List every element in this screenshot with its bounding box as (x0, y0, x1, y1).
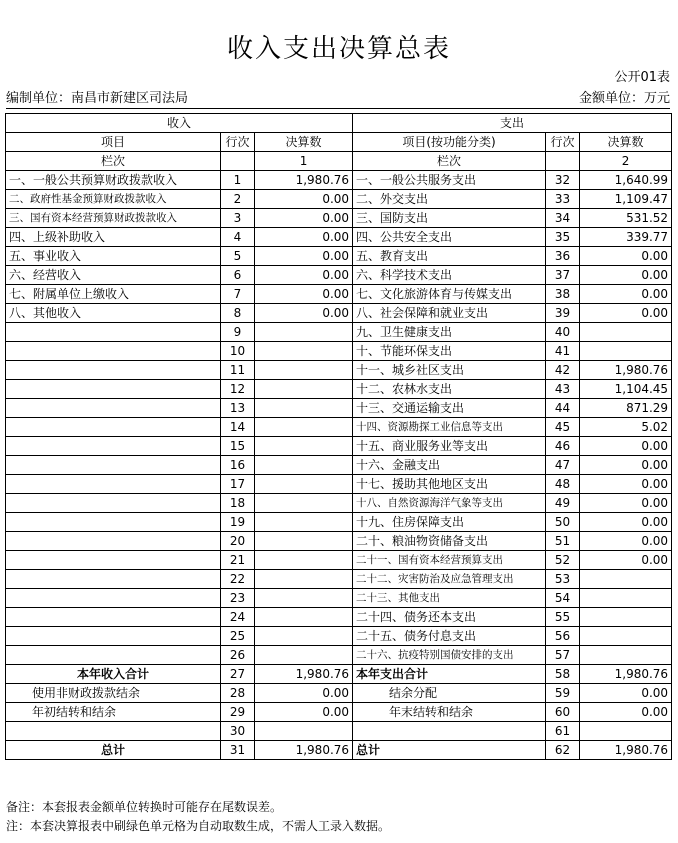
expense-amount-cell (580, 722, 672, 741)
expense-rowno-cell: 41 (546, 342, 580, 361)
income-amount-cell (255, 608, 353, 627)
expense-amount-cell (580, 323, 672, 342)
expense-item-cell: 六、科学技术支出 (353, 266, 546, 285)
income-amount-cell (255, 494, 353, 513)
expense-rowno-cell: 39 (546, 304, 580, 323)
income-item-cell (6, 570, 221, 589)
expense-item-cell: 八、社会保障和就业支出 (353, 304, 546, 323)
income-item-cell (6, 418, 221, 437)
expense-rowno-cell: 61 (546, 722, 580, 741)
note-line: 备注：本套报表金额单位转换时可能存在尾数误差。 (6, 800, 283, 814)
income-rowno-cell: 3 (221, 209, 255, 228)
expense-rowno-cell: 35 (546, 228, 580, 247)
income-item-cell (6, 532, 221, 551)
income-amount-cell (255, 399, 353, 418)
income-item-cell (6, 399, 221, 418)
table-row (6, 741, 672, 760)
income-rowno-cell: 1 (221, 171, 255, 190)
table-row (6, 437, 672, 456)
income-item-cell: 六、经营收入 (6, 266, 221, 285)
expense-amount-cell: 1,980.76 (580, 361, 672, 380)
income-amount-cell: 0.00 (255, 304, 353, 323)
income-item-cell: 四、上级补助收入 (6, 228, 221, 247)
income-amount-cell: 0.00 (255, 703, 353, 722)
expense-rowno-cell: 48 (546, 475, 580, 494)
expense-amount-cell: 0.00 (580, 266, 672, 285)
income-item-cell (6, 551, 221, 570)
expense-rowno-cell: 40 (546, 323, 580, 342)
expense-amount-cell: 1,980.76 (580, 741, 672, 760)
expense-rowno-cell: 50 (546, 513, 580, 532)
income-amount-cell (255, 513, 353, 532)
table-row (6, 285, 672, 304)
income-rowno-cell: 9 (221, 323, 255, 342)
income-rowno-cell: 7 (221, 285, 255, 304)
expense-item-cell: 二十三、其他支出 (353, 589, 546, 608)
summary-table (5, 113, 672, 760)
expense-item-cell: 十三、交通运输支出 (353, 399, 546, 418)
expense-header: 支出 (353, 114, 672, 133)
expense-amount-cell (580, 570, 672, 589)
expense-col-label: 栏次 (353, 152, 546, 171)
table-row (6, 304, 672, 323)
income-amount-cell (255, 532, 353, 551)
income-amount-cell: 0.00 (255, 266, 353, 285)
expense-rowno-cell: 49 (546, 494, 580, 513)
form-code: 公开01表 (614, 70, 670, 85)
income-rowno-cell: 26 (221, 646, 255, 665)
income-rowno-cell: 19 (221, 513, 255, 532)
income-item-cell: 使用非财政拨款结余 (6, 684, 221, 703)
expense-rowno-cell: 43 (546, 380, 580, 399)
income-rowno-cell: 13 (221, 399, 255, 418)
expense-amount-cell (580, 342, 672, 361)
expense-item-cell: 结余分配 (353, 684, 546, 703)
expense-item-cell: 二十六、抗疫特别国债安排的支出 (353, 646, 546, 665)
compiling-unit: 编制单位：南昌市新建区司法局 (6, 91, 189, 106)
income-amount-cell: 0.00 (255, 209, 353, 228)
income-amount-cell (255, 361, 353, 380)
income-item-cell: 年初结转和结余 (6, 703, 221, 722)
expense-item-header: 项目(按功能分类) (353, 133, 546, 152)
table-row (6, 551, 672, 570)
income-rowno-cell: 31 (221, 741, 255, 760)
expense-rowno-cell: 52 (546, 551, 580, 570)
expense-amount-cell: 0.00 (580, 494, 672, 513)
income-amount-cell (255, 551, 353, 570)
income-amount-cell (255, 437, 353, 456)
expense-item-cell: 三、国防支出 (353, 209, 546, 228)
income-item-cell (6, 589, 221, 608)
table-row (6, 684, 672, 703)
header-row-columns (6, 133, 672, 152)
table-row (6, 532, 672, 551)
income-item-cell (6, 380, 221, 399)
expense-amount-cell (580, 608, 672, 627)
income-rowno-cell: 5 (221, 247, 255, 266)
income-item-cell: 二、政府性基金预算财政拨款收入 (6, 190, 221, 209)
income-item-cell: 八、其他收入 (6, 304, 221, 323)
expense-amount-cell: 0.00 (580, 285, 672, 304)
expense-rowno-cell: 55 (546, 608, 580, 627)
amount-unit: 金额单位：万元 (578, 91, 670, 106)
expense-amount-cell: 0.00 (580, 475, 672, 494)
expense-rowno-cell: 56 (546, 627, 580, 646)
expense-item-cell: 总计 (353, 741, 546, 760)
income-item-cell (6, 646, 221, 665)
expense-rowno-cell: 46 (546, 437, 580, 456)
income-item-cell (6, 494, 221, 513)
table-row (6, 703, 672, 722)
income-amount-cell: 0.00 (255, 285, 353, 304)
expense-amount-header: 决算数 (580, 133, 672, 152)
income-amount-cell (255, 627, 353, 646)
income-amount-cell: 1,980.76 (255, 741, 353, 760)
income-item-cell: 总计 (6, 741, 221, 760)
expense-item-cell: 二十五、债务付息支出 (353, 627, 546, 646)
income-amount-cell (255, 570, 353, 589)
table-row (6, 665, 672, 684)
expense-rowno-cell: 60 (546, 703, 580, 722)
expense-item-cell: 二十四、债务还本支出 (353, 608, 546, 627)
expense-item-cell: 十六、金融支出 (353, 456, 546, 475)
table-row (6, 323, 672, 342)
table-row (6, 570, 672, 589)
income-amount-cell (255, 342, 353, 361)
income-item-cell: 五、事业收入 (6, 247, 221, 266)
income-item-cell (6, 722, 221, 741)
expense-rowno-cell: 44 (546, 399, 580, 418)
income-rowno-cell: 2 (221, 190, 255, 209)
table-row (6, 228, 672, 247)
income-item-cell (6, 475, 221, 494)
expense-rowno-cell: 38 (546, 285, 580, 304)
expense-amount-cell (580, 589, 672, 608)
income-rowno-cell: 20 (221, 532, 255, 551)
expense-item-cell: 十九、住房保障支出 (353, 513, 546, 532)
expense-item-cell: 十、节能环保支出 (353, 342, 546, 361)
note-line: 注：本套决算报表中刷绿色单元格为自动取数生成，不需人工录入数据。 (6, 819, 391, 833)
expense-item-cell: 十八、自然资源海洋气象等支出 (353, 494, 546, 513)
table-row (6, 494, 672, 513)
expense-amount-cell: 0.00 (580, 513, 672, 532)
table-row (6, 722, 672, 741)
page-title: 收入支出决算总表 (226, 34, 451, 64)
expense-amount-cell (580, 627, 672, 646)
expense-item-cell: 十七、援助其他地区支出 (353, 475, 546, 494)
expense-amount-cell: 0.00 (580, 684, 672, 703)
income-rowno-cell: 8 (221, 304, 255, 323)
expense-rowno-cell: 47 (546, 456, 580, 475)
table-row (6, 380, 672, 399)
expense-rowno-cell: 54 (546, 589, 580, 608)
expense-item-cell: 一、一般公共服务支出 (353, 171, 546, 190)
income-amount-cell (255, 323, 353, 342)
income-rowno-cell: 21 (221, 551, 255, 570)
expense-item-cell (353, 722, 546, 741)
table-row (6, 456, 672, 475)
income-item-cell (6, 608, 221, 627)
table-row (6, 342, 672, 361)
income-item-cell: 三、国有资本经营预算财政拨款收入 (6, 209, 221, 228)
income-item-cell (6, 361, 221, 380)
table-row (6, 171, 672, 190)
expense-rowno-cell: 33 (546, 190, 580, 209)
income-amount-cell: 0.00 (255, 684, 353, 703)
income-amount-cell (255, 475, 353, 494)
expense-item-cell: 二十二、灾害防治及应急管理支出 (353, 570, 546, 589)
table-row (6, 646, 672, 665)
table-row (6, 361, 672, 380)
income-rowno-cell: 23 (221, 589, 255, 608)
income-amount-cell: 0.00 (255, 247, 353, 266)
expense-item-cell: 十一、城乡社区支出 (353, 361, 546, 380)
expense-rowno-cell: 62 (546, 741, 580, 760)
table-row (6, 209, 672, 228)
expense-item-cell: 二十一、国有资本经营预算支出 (353, 551, 546, 570)
income-item-cell (6, 627, 221, 646)
notes (6, 798, 390, 836)
expense-rowno-cell: 59 (546, 684, 580, 703)
income-rowno-cell: 10 (221, 342, 255, 361)
expense-rowno-cell: 51 (546, 532, 580, 551)
income-amount-cell: 0.00 (255, 190, 353, 209)
expense-item-cell: 十五、商业服务业等支出 (353, 437, 546, 456)
income-amount-cell: 1,980.76 (255, 171, 353, 190)
table-row (6, 627, 672, 646)
expense-amount-cell: 1,109.47 (580, 190, 672, 209)
table-row (6, 608, 672, 627)
income-item-cell: 一、一般公共预算财政拨款收入 (6, 171, 221, 190)
expense-amount-cell: 339.77 (580, 228, 672, 247)
income-item-cell (6, 513, 221, 532)
expense-rowno-cell: 36 (546, 247, 580, 266)
table-row (6, 247, 672, 266)
income-col-label: 栏次 (6, 152, 221, 171)
expense-col-empty (546, 152, 580, 171)
expense-amount-cell: 0.00 (580, 437, 672, 456)
table-row (6, 513, 672, 532)
income-rowno-cell: 16 (221, 456, 255, 475)
expense-item-cell: 十四、资源勘探工业信息等支出 (353, 418, 546, 437)
divider (6, 108, 670, 109)
income-col-empty (221, 152, 255, 171)
income-rowno-cell: 22 (221, 570, 255, 589)
income-amount-cell (255, 722, 353, 741)
expense-item-cell: 五、教育支出 (353, 247, 546, 266)
income-item-cell (6, 342, 221, 361)
income-header: 收入 (6, 114, 353, 133)
income-rowno-cell: 24 (221, 608, 255, 627)
header-row-section (6, 114, 672, 133)
expense-rowno-cell: 32 (546, 171, 580, 190)
income-rowno-cell: 30 (221, 722, 255, 741)
table-row (6, 589, 672, 608)
income-amount-header: 决算数 (255, 133, 353, 152)
expense-item-cell: 二、外交支出 (353, 190, 546, 209)
income-rowno-cell: 28 (221, 684, 255, 703)
table-row (6, 418, 672, 437)
income-amount-cell (255, 456, 353, 475)
income-rowno-header: 行次 (221, 133, 255, 152)
expense-rowno-cell: 45 (546, 418, 580, 437)
expense-rowno-cell: 53 (546, 570, 580, 589)
expense-item-cell: 本年支出合计 (353, 665, 546, 684)
income-amount-cell (255, 646, 353, 665)
expense-amount-cell: 1,104.45 (580, 380, 672, 399)
expense-rowno-cell: 37 (546, 266, 580, 285)
income-rowno-cell: 14 (221, 418, 255, 437)
expense-amount-cell: 0.00 (580, 532, 672, 551)
table-row (6, 266, 672, 285)
expense-rowno-cell: 57 (546, 646, 580, 665)
income-item-header: 项目 (6, 133, 221, 152)
table-row (6, 190, 672, 209)
expense-item-cell: 四、公共安全支出 (353, 228, 546, 247)
income-amount-cell: 0.00 (255, 228, 353, 247)
income-item-cell: 七、附属单位上缴收入 (6, 285, 221, 304)
income-rowno-cell: 27 (221, 665, 255, 684)
income-amount-cell (255, 589, 353, 608)
expense-amount-cell: 0.00 (580, 304, 672, 323)
income-rowno-cell: 6 (221, 266, 255, 285)
table-row (6, 399, 672, 418)
expense-amount-cell: 0.00 (580, 551, 672, 570)
income-col-no: 1 (255, 152, 353, 171)
expense-amount-cell (580, 646, 672, 665)
expense-amount-cell: 0.00 (580, 456, 672, 475)
income-amount-cell (255, 418, 353, 437)
income-amount-cell (255, 380, 353, 399)
expense-amount-cell: 5.02 (580, 418, 672, 437)
expense-item-cell: 十二、农林水支出 (353, 380, 546, 399)
expense-item-cell: 二十、粮油物资储备支出 (353, 532, 546, 551)
expense-rowno-header: 行次 (546, 133, 580, 152)
expense-col-no: 2 (580, 152, 672, 171)
income-rowno-cell: 15 (221, 437, 255, 456)
expense-amount-cell: 531.52 (580, 209, 672, 228)
income-rowno-cell: 12 (221, 380, 255, 399)
income-rowno-cell: 18 (221, 494, 255, 513)
income-item-cell (6, 456, 221, 475)
income-rowno-cell: 11 (221, 361, 255, 380)
expense-item-cell: 九、卫生健康支出 (353, 323, 546, 342)
income-rowno-cell: 29 (221, 703, 255, 722)
header-row-colno (6, 152, 672, 171)
income-amount-cell: 1,980.76 (255, 665, 353, 684)
expense-rowno-cell: 34 (546, 209, 580, 228)
income-item-cell (6, 323, 221, 342)
expense-item-cell: 年末结转和结余 (353, 703, 546, 722)
expense-amount-cell: 0.00 (580, 247, 672, 266)
income-rowno-cell: 4 (221, 228, 255, 247)
expense-rowno-cell: 58 (546, 665, 580, 684)
income-rowno-cell: 17 (221, 475, 255, 494)
expense-amount-cell: 1,640.99 (580, 171, 672, 190)
expense-amount-cell: 0.00 (580, 703, 672, 722)
unit-line (6, 88, 670, 106)
expense-item-cell: 七、文化旅游体育与传媒支出 (353, 285, 546, 304)
income-item-cell (6, 437, 221, 456)
table-row (6, 475, 672, 494)
income-rowno-cell: 25 (221, 627, 255, 646)
income-item-cell: 本年收入合计 (6, 665, 221, 684)
expense-amount-cell: 1,980.76 (580, 665, 672, 684)
expense-amount-cell: 871.29 (580, 399, 672, 418)
expense-rowno-cell: 42 (546, 361, 580, 380)
